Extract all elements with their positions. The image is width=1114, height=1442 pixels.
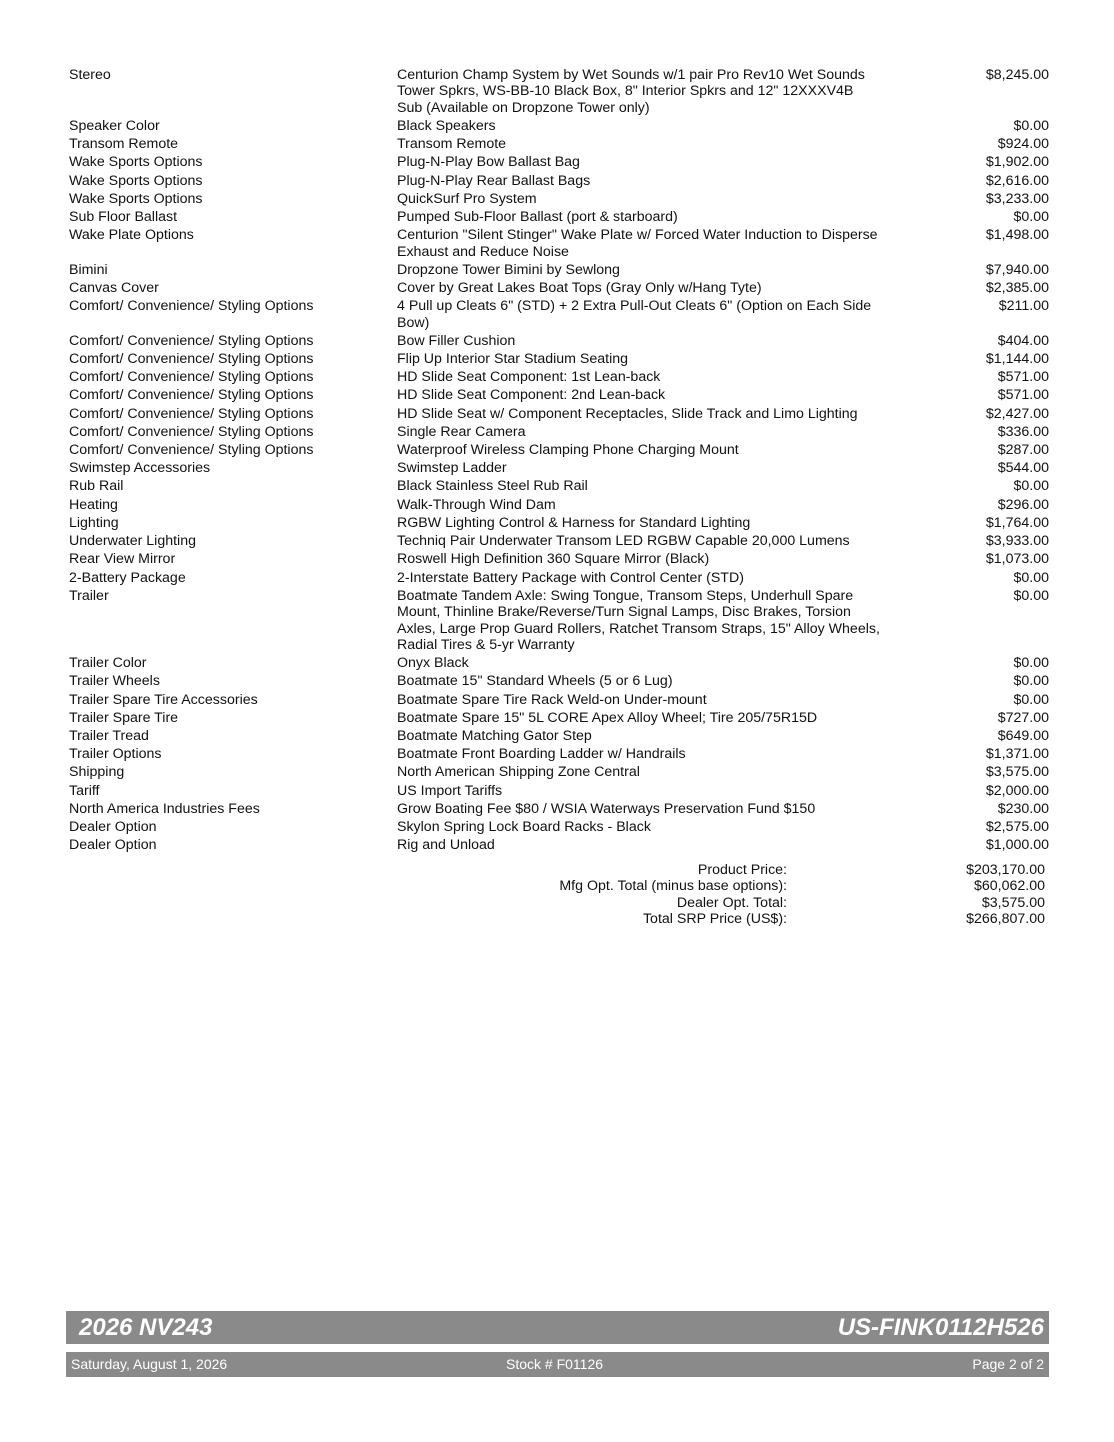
option-row bbox=[69, 424, 1049, 440]
option-price: $1,144.00 bbox=[985, 351, 1049, 368]
option-price: $287.00 bbox=[997, 442, 1049, 459]
option-description: Single Rear Camera bbox=[397, 423, 526, 440]
option-description: Rig and Unload bbox=[397, 837, 495, 854]
option-description: Techniq Pair Underwater Transom LED RGBW Capable 20,000 Lumens bbox=[397, 533, 850, 550]
option-row bbox=[69, 442, 1049, 458]
option-row bbox=[69, 655, 1049, 671]
option-category: Rub Rail bbox=[69, 478, 124, 495]
option-description: Pumped Sub-Floor Ballast (port & starboard) bbox=[397, 209, 678, 226]
option-row bbox=[69, 533, 1049, 549]
option-price: $1,371.00 bbox=[985, 746, 1049, 763]
option-row bbox=[69, 262, 1049, 278]
option-row bbox=[69, 298, 1049, 331]
option-category: Stereo bbox=[69, 67, 111, 83]
option-description: US Import Tariffs bbox=[397, 782, 503, 799]
option-category: Comfort/ Convenience/ Styling Options bbox=[69, 369, 314, 386]
option-row bbox=[69, 333, 1049, 349]
option-description: Plug-N-Play Rear Ballast Bags bbox=[397, 172, 591, 189]
option-price: $0.00 bbox=[1013, 118, 1049, 135]
option-description: QuickSurf Pro System bbox=[397, 190, 537, 207]
option-row bbox=[69, 209, 1049, 225]
option-row bbox=[69, 551, 1049, 567]
option-price: $0.00 bbox=[1013, 569, 1049, 586]
option-description: Skylon Spring Lock Board Racks - Black bbox=[397, 818, 651, 835]
option-price: $0.00 bbox=[1013, 209, 1049, 226]
option-description: Centurion Champ System by Wet Sounds w/1 pair Pro Rev10 Wet Sounds Tower Spkrs, WS-BB-10 Black Box, 8" Interior Spkrs and 12" 12XXXV4B Sub (Available on Dropzone Tower only) bbox=[397, 67, 865, 116]
option-description: Roswell High Definition 360 Square Mirror (Black) bbox=[397, 551, 710, 568]
option-row bbox=[69, 710, 1049, 726]
page-number: Page 2 of 2 bbox=[972, 1356, 1044, 1372]
option-description: Swimstep Ladder bbox=[397, 460, 507, 477]
total-row bbox=[430, 862, 1045, 878]
option-description: HD Slide Seat Component: 1st Lean-back bbox=[397, 369, 661, 386]
option-category: Rear View Mirror bbox=[69, 551, 176, 568]
option-price: $296.00 bbox=[997, 496, 1049, 513]
option-category: Shipping bbox=[69, 764, 125, 781]
option-description: 2-Interstate Battery Package with Control Center (STD) bbox=[397, 569, 744, 586]
total-label: Dealer Opt. Total: bbox=[676, 894, 787, 911]
total-label: Product Price: bbox=[697, 862, 787, 878]
option-description: Transom Remote bbox=[397, 136, 507, 153]
option-category: Tariff bbox=[69, 782, 100, 799]
option-price: $0.00 bbox=[1013, 691, 1049, 708]
option-price: $2,427.00 bbox=[985, 405, 1049, 422]
option-row bbox=[69, 801, 1049, 817]
option-price: $2,000.00 bbox=[985, 782, 1049, 799]
option-category: Heating bbox=[69, 496, 118, 513]
option-price: $2,575.00 bbox=[985, 818, 1049, 835]
option-price: $404.00 bbox=[997, 332, 1049, 349]
option-row bbox=[69, 67, 1049, 116]
option-price: $8,245.00 bbox=[985, 67, 1049, 83]
option-price: $649.00 bbox=[997, 727, 1049, 744]
option-row bbox=[69, 837, 1049, 853]
option-category: Wake Sports Options bbox=[69, 172, 203, 189]
option-price: $1,073.00 bbox=[985, 551, 1049, 568]
footer-divider bbox=[66, 1344, 1049, 1352]
option-category: Speaker Color bbox=[69, 118, 160, 135]
option-description: 4 Pull up Cleats 6" (STD) + 2 Extra Pull-Out Cleats 6" (Option on Each Side Bow) bbox=[397, 298, 872, 331]
print-date: Saturday, August 1, 2026 bbox=[71, 1356, 228, 1372]
option-description: Boatmate Matching Gator Step bbox=[397, 727, 592, 744]
option-category: North America Industries Fees bbox=[69, 800, 260, 817]
stock-number: Stock # F01126 bbox=[506, 1356, 604, 1372]
option-price: $336.00 bbox=[997, 423, 1049, 440]
option-row bbox=[69, 280, 1049, 296]
option-price: $0.00 bbox=[1013, 655, 1049, 672]
option-price: $1,902.00 bbox=[985, 154, 1049, 171]
option-description: Walk-Through Wind Dam bbox=[397, 496, 556, 513]
option-row bbox=[69, 227, 1049, 260]
option-category: Bimini bbox=[69, 261, 108, 278]
total-value: $60,062.00 bbox=[973, 878, 1045, 895]
option-category: Trailer Spare Tire Accessories bbox=[69, 691, 258, 708]
option-row bbox=[69, 783, 1049, 799]
option-row bbox=[69, 136, 1049, 152]
total-label: Mfg Opt. Total (minus base options): bbox=[559, 878, 787, 895]
option-category: Trailer Tread bbox=[69, 727, 149, 744]
option-price: $211.00 bbox=[998, 298, 1049, 315]
option-row bbox=[69, 764, 1049, 780]
option-description: HD Slide Seat Component: 2nd Lean-back bbox=[397, 387, 666, 404]
option-description: Flip Up Interior Star Stadium Seating bbox=[397, 351, 629, 368]
option-category: Comfort/ Convenience/ Styling Options bbox=[69, 442, 314, 459]
option-row bbox=[69, 118, 1049, 134]
option-description: HD Slide Seat w/ Component Receptacles, Slide Track and Limo Lighting bbox=[397, 405, 858, 422]
option-description: Plug-N-Play Bow Ballast Bag bbox=[397, 154, 580, 171]
hull-id: US-FINK0112H526 bbox=[837, 1314, 1044, 1341]
option-row bbox=[69, 570, 1049, 586]
option-price: $3,933.00 bbox=[985, 533, 1049, 550]
total-row bbox=[430, 911, 1045, 927]
option-description: Onyx Black bbox=[397, 655, 469, 672]
option-category: Trailer Options bbox=[69, 746, 162, 763]
option-row bbox=[69, 154, 1049, 170]
option-row bbox=[69, 191, 1049, 207]
option-price: $0.00 bbox=[1013, 673, 1049, 690]
option-price: $230.00 bbox=[997, 800, 1049, 817]
option-category: Comfort/ Convenience/ Styling Options bbox=[69, 423, 314, 440]
option-price: $924.00 bbox=[997, 136, 1049, 153]
option-row bbox=[69, 369, 1049, 385]
option-price: $571.00 bbox=[997, 369, 1049, 386]
option-category: Trailer bbox=[69, 587, 109, 604]
option-price: $0.00 bbox=[1013, 478, 1049, 495]
option-row bbox=[69, 728, 1049, 744]
option-row bbox=[69, 673, 1049, 689]
total-row bbox=[430, 878, 1045, 894]
footer-info-bar bbox=[66, 1352, 1049, 1377]
total-value: $203,170.00 bbox=[966, 862, 1045, 878]
option-description: Black Speakers bbox=[397, 118, 496, 135]
option-price: $3,575.00 bbox=[985, 764, 1049, 781]
option-category: Canvas Cover bbox=[69, 280, 159, 297]
option-row bbox=[69, 173, 1049, 189]
option-category: Dealer Option bbox=[69, 818, 157, 835]
option-row bbox=[69, 588, 1049, 654]
option-row bbox=[69, 478, 1049, 494]
model-name: 2026 NV243 bbox=[79, 1314, 213, 1341]
option-category: Comfort/ Convenience/ Styling Options bbox=[69, 351, 314, 368]
option-row bbox=[69, 406, 1049, 422]
option-row bbox=[69, 746, 1049, 762]
option-category: Comfort/ Convenience/ Styling Options bbox=[69, 405, 314, 422]
total-value: $266,807.00 bbox=[966, 911, 1045, 928]
option-category: Comfort/ Convenience/ Styling Options bbox=[69, 332, 314, 349]
option-price: $0.00 bbox=[1013, 587, 1049, 604]
option-row bbox=[69, 819, 1049, 835]
total-row bbox=[430, 895, 1045, 911]
option-description: Boatmate Spare 15" 5L CORE Apex Alloy Wheel; Tire 205/75R15D bbox=[397, 709, 818, 726]
option-description: Boatmate Tandem Axle: Swing Tongue, Transom Steps, Underhull Spare Mount, Thinline Brake/Reverse/Turn Signal Lamps, Disc Brakes, Torsion Axles, Large Prop Guard Rollers, Ratchet Transom Straps, 15" Alloy Wheels, Radial Tires & 5-yr Warranty bbox=[397, 587, 880, 653]
option-description: Black Stainless Steel Rub Rail bbox=[397, 478, 588, 495]
option-description: Centurion "Silent Stinger" Wake Plate w/ Forced Water Induction to Disperse Exhaust and Reduce Noise bbox=[397, 227, 878, 260]
option-description: Bow Filler Cushion bbox=[397, 332, 516, 349]
option-category: Dealer Option bbox=[69, 837, 157, 854]
option-description: RGBW Lighting Control & Harness for Standard Lighting bbox=[397, 514, 751, 531]
option-category: Trailer Wheels bbox=[69, 673, 160, 690]
option-category: Trailer Spare Tire bbox=[69, 709, 179, 726]
option-row bbox=[69, 387, 1049, 403]
option-price: $2,616.00 bbox=[985, 172, 1049, 189]
option-price: $1,498.00 bbox=[985, 227, 1049, 244]
option-description: Cover by Great Lakes Boat Tops (Gray Only w/Hang Tyte) bbox=[397, 280, 762, 297]
total-label: Total SRP Price (US$): bbox=[642, 911, 787, 928]
option-price: $2,385.00 bbox=[985, 280, 1049, 297]
option-description: Boatmate Front Boarding Ladder w/ Handrails bbox=[397, 746, 686, 763]
option-category: 2-Battery Package bbox=[69, 569, 186, 586]
option-category: Underwater Lighting bbox=[69, 533, 196, 550]
option-price: $727.00 bbox=[997, 709, 1049, 726]
option-row bbox=[69, 351, 1049, 367]
option-category: Wake Plate Options bbox=[69, 227, 194, 244]
option-description: Waterproof Wireless Clamping Phone Charging Mount bbox=[397, 442, 739, 459]
option-category: Trailer Color bbox=[69, 655, 147, 672]
option-category: Comfort/ Convenience/ Styling Options bbox=[69, 387, 314, 404]
option-price: $7,940.00 bbox=[985, 261, 1049, 278]
option-description: Boatmate Spare Tire Rack Weld-on Under-mount bbox=[397, 691, 707, 708]
footer-title-bar bbox=[66, 1311, 1049, 1344]
option-category: Wake Sports Options bbox=[69, 190, 203, 207]
option-category: Transom Remote bbox=[69, 136, 179, 153]
option-description: Boatmate 15" Standard Wheels (5 or 6 Lug) bbox=[397, 673, 673, 690]
options-table bbox=[69, 67, 1049, 855]
option-category: Sub Floor Ballast bbox=[69, 209, 178, 226]
option-row bbox=[69, 515, 1049, 531]
total-value: $3,575.00 bbox=[981, 894, 1045, 911]
option-price: $1,764.00 bbox=[985, 514, 1049, 531]
option-row bbox=[69, 692, 1049, 708]
option-description: Dropzone Tower Bimini by Sewlong bbox=[397, 261, 620, 278]
totals-section bbox=[430, 862, 1045, 928]
option-category: Swimstep Accessories bbox=[69, 460, 211, 477]
option-row bbox=[69, 460, 1049, 476]
option-description: Grow Boating Fee $80 / WSIA Waterways Preservation Fund $150 bbox=[397, 800, 816, 817]
option-category: Lighting bbox=[69, 514, 119, 531]
option-price: $3,233.00 bbox=[985, 190, 1049, 207]
option-price: $571.00 bbox=[997, 387, 1049, 404]
option-price: $1,000.00 bbox=[985, 837, 1049, 854]
option-category: Comfort/ Convenience/ Styling Options bbox=[69, 298, 314, 315]
option-category: Wake Sports Options bbox=[69, 154, 203, 171]
option-price: $544.00 bbox=[997, 460, 1049, 477]
option-row bbox=[69, 497, 1049, 513]
option-description: North American Shipping Zone Central bbox=[397, 764, 640, 781]
